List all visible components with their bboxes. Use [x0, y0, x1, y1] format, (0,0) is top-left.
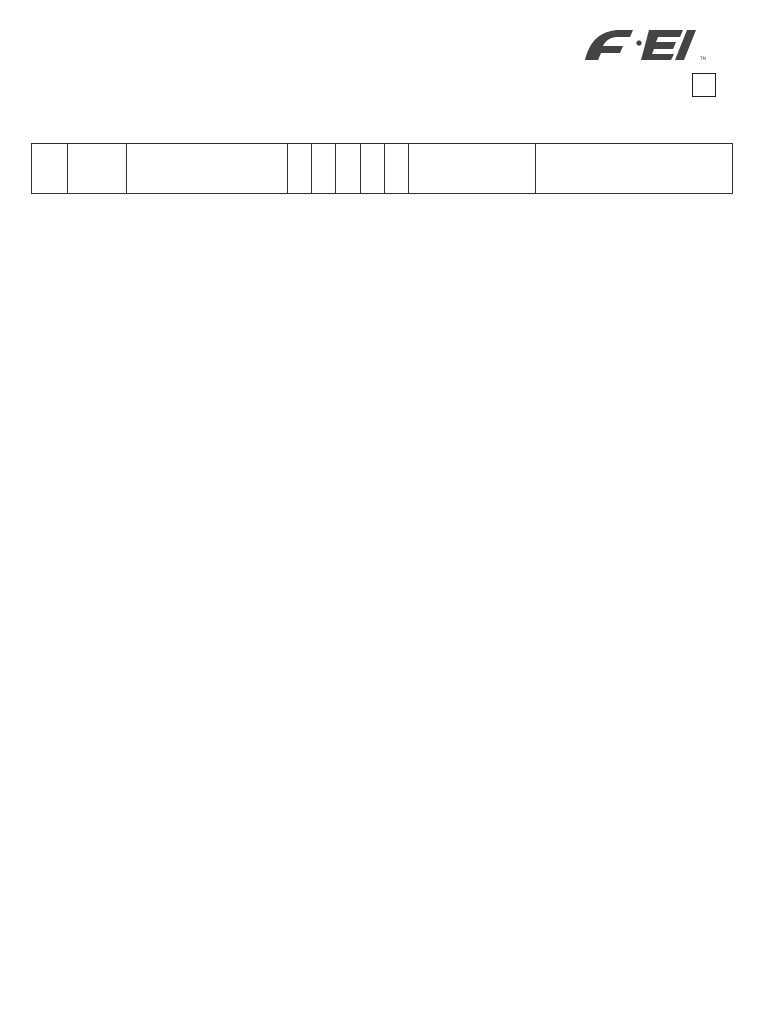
- header-final-mark-cell: [385, 144, 409, 194]
- page-title: [53, 21, 69, 37]
- header-remarks-cell: [536, 144, 733, 194]
- header-row: [32, 144, 733, 194]
- remarks-column-header: [536, 144, 732, 166]
- svg-text:TM: TM: [700, 56, 706, 61]
- directive-column-header: [409, 144, 535, 166]
- protocol-table: [31, 143, 733, 194]
- header-coefficient-cell: [361, 144, 385, 194]
- header-letter-cell: [68, 144, 127, 194]
- test-column-header: [127, 144, 287, 166]
- header-test-cell: [127, 144, 288, 194]
- header-mark-cell: [312, 144, 336, 194]
- header-directive-cell: [409, 144, 536, 194]
- header-marks-cell: [288, 144, 312, 194]
- header-number-cell: [32, 144, 68, 194]
- fei-logo: [583, 22, 715, 66]
- fei-logo-icon: [583, 22, 715, 62]
- position-box: [692, 73, 716, 97]
- header-correction-cell: [336, 144, 361, 194]
